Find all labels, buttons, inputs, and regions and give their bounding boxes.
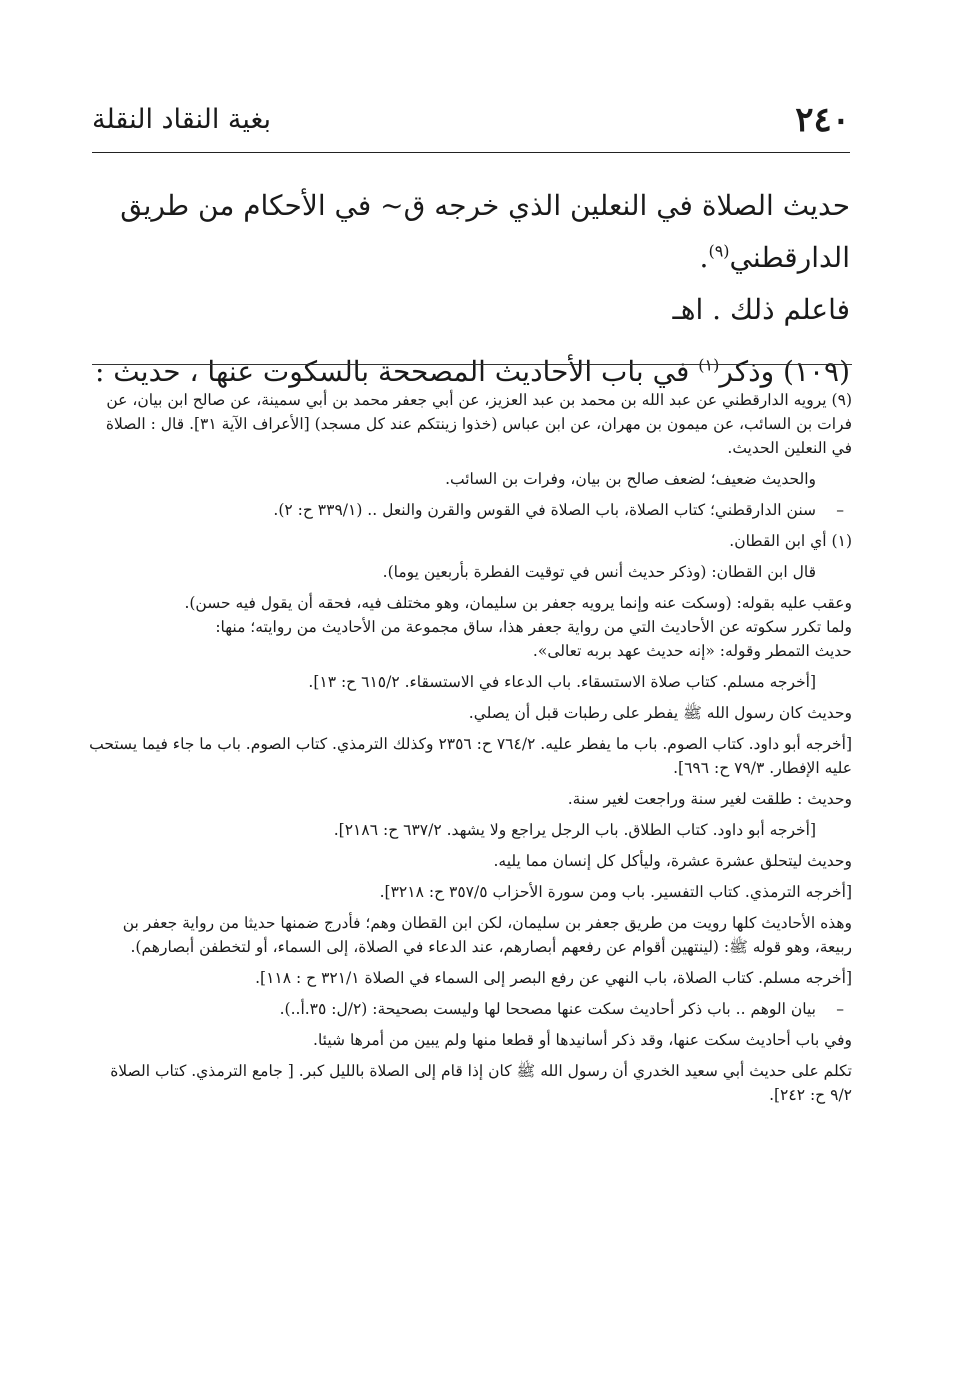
footnote-ref-1[interactable]: (١) xyxy=(698,355,720,375)
footnote-1-line: وحديث : طلقت لغير سنة وراجعت لغير سنة. xyxy=(567,790,852,808)
footnote-1-line: [أخرجه الترمذي. كتاب التفسير. باب ومن سورة الأحزاب ٣٥٧/٥ ح: ٣٢١٨]. xyxy=(379,883,852,901)
footnote-separator xyxy=(92,364,852,365)
footnote-1-line: ولما تكرر سكوته عن الأحاديث التي من رواية جعفر هذا، ساق مجموعة من الأحاديث من روايته؛ منها: xyxy=(215,618,852,636)
footnote-9-source-text: سنن الدارقطني؛ كتاب الصلاة، باب الصلاة في القوس والقرن والنعل .. (٣٣٩/١ ح: ٢). xyxy=(273,501,816,519)
footnote-1 xyxy=(86,529,852,553)
footnote-1-line: حديث التمطر وقوله: «إنه حديث عهد بربه تعالى». xyxy=(532,642,852,660)
footnotes xyxy=(86,388,852,1114)
main-line-3-start: (١٠٩) وذكر xyxy=(719,355,850,388)
footnote-9-source xyxy=(86,498,852,522)
main-line-1 xyxy=(92,180,850,284)
dash-bullet: – xyxy=(836,1000,844,1018)
dash-bullet: – xyxy=(836,501,844,519)
main-line-3-end: في باب الأحاديث المصححة بالسكوت عنها ، حديث : xyxy=(94,355,699,388)
footnote-1-line: وحديث كان رسول الله ﷺ يفطر على رطبات قبل أن يصلي. xyxy=(468,704,852,722)
footnote-9-weak: والحديث ضعيف؛ لضعف صالح بن بيان، وفرات بن السائب. xyxy=(445,470,816,488)
footnote-1-text: أي ابن القطان. xyxy=(729,532,827,550)
main-line-1-end: . xyxy=(699,241,709,274)
page-header xyxy=(92,100,850,150)
main-line-1-text: حديث الصلاة في النعلين الذي خرجه ق~ في الأحكام من طريق الدارقطني xyxy=(120,189,850,274)
running-title: بغية النقاد النقلة xyxy=(92,104,272,135)
footnote-1-line xyxy=(86,997,852,1021)
footnote-1-line: وفي باب أحاديث سكت عنها، وقد ذكر أسانيدها أو قطعا منها ولم يبين من أمرها شيئا. xyxy=(313,1031,852,1049)
page-number: ٢٤٠ xyxy=(795,100,850,140)
header-rule xyxy=(92,152,850,153)
footnote-1-line: قال ابن القطان: (وذكر حديث أنس في توقيت الفطرة بأربعين يوما). xyxy=(382,563,816,581)
footnote-9-label: (٩) xyxy=(831,391,852,409)
footnote-1-line: وهذه الأحاديث كلها رويت من طريق جعفر بن سليمان، لكن ابن القطان وهم؛ فأدرج ضمنها حديثا من رواية جعفر بن ربيعة، وهو قوله ﷺ: (لينتهين أقوام عن رفعهم أبصارهم، عند الدعاء في الصلاة، إلى السماء، أو لتخطفن أبصارهم). xyxy=(122,914,852,956)
footnote-1-line: [أخرجه مسلم. كتاب الصلاة، باب النهي عن رفع البصر إلى السماء في الصلاة ٣٢١/١ ح : ١١٨]. xyxy=(255,969,852,987)
footnote-1-line-text: بيان الوهم .. باب ذكر أحاديث سكت عنها مصححا لها وليست بصحيحة: (٢/ل: ٣٥.أ..). xyxy=(279,1000,816,1018)
footnote-1-line: [أخرجه أبو داود. كتاب الصوم. باب ما يفطر عليه. ٧٦٤/٢ ح: ٢٣٥٦ وكذلك الترمذي. كتاب الصوم. باب ما جاء فيما يستحب عليه الإفطار. ٧٩/٣ ح: ٦٩٦]. xyxy=(89,735,852,777)
footnote-9-text: يرويه الدارقطني عن عبد الله بن محمد بن عبد العزيز، عن أبي جعفر محمد بن أبي سمينة، عن صالح ابن بيان، عن فرات بن السائب، عن ميمون بن مهران، عن ابن عباس (خذوا زينتكم عند كل مسجد) [الأعراف الآية ٣١]. قال : الصلاة في النعلين الحديث. xyxy=(105,391,852,457)
footnote-1-line: وعقب عليه بقوله: (وسكت عنه وإنما يرويه جعفر بن سليمان، وهو مختلف فيه، فحقه أن يقول فيه حسن). xyxy=(184,594,852,612)
footnote-1-label: (١) xyxy=(831,532,852,550)
footnote-1-line: [أخرجه أبو داود. كتاب الطلاق. باب الرجل يراجع ولا يشهد. ٦٣٧/٢ ح: ٢١٨٦]. xyxy=(333,821,816,839)
footnote-9 xyxy=(86,388,852,460)
footnote-1-line: تكلم على حديث أبي سعيد الخدري أن رسول الله ﷺ كان إذا قام إلى الصلاة بالليل كبر. [ جامع الترمذي. كتاب الصلاة ٩/٢ ح: ٢٤٢]. xyxy=(110,1062,852,1104)
main-text xyxy=(92,180,850,398)
main-line-2: فاعلم ذلك . اهـ xyxy=(672,293,850,326)
footnote-ref-9[interactable]: (٩) xyxy=(708,241,730,261)
footnote-1-line: وحديث ليتحلق عشرة عشرة، وليأكل كل إنسان مما يليه. xyxy=(493,852,852,870)
footnote-1-line: [أخرجه مسلم. كتاب صلاة الاستسقاء. باب الدعاء في الاستسقاء. ٦١٥/٢ ح: ١٣]. xyxy=(308,673,816,691)
